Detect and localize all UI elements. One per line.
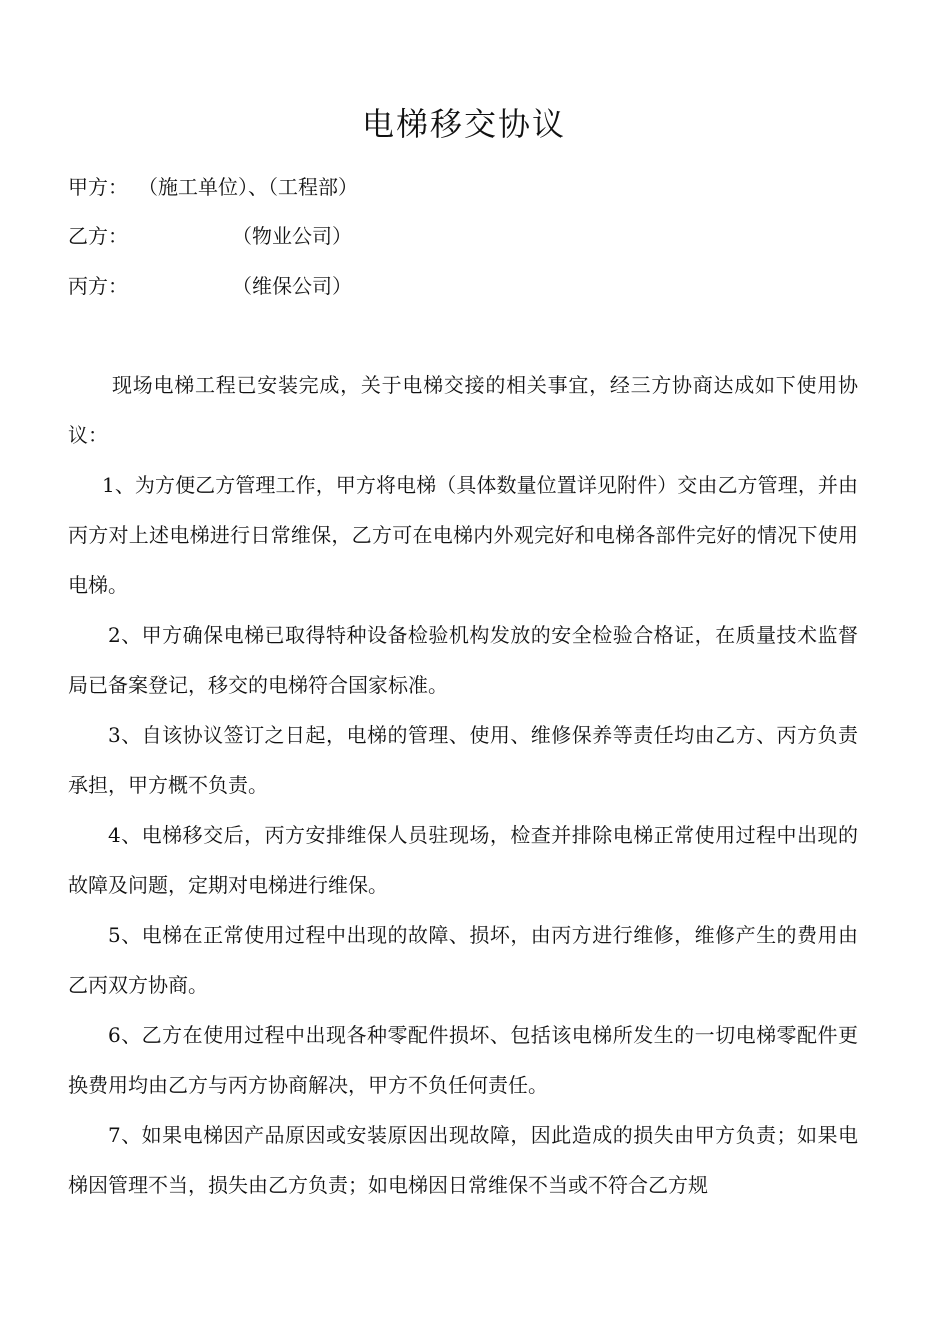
party-c [68,271,352,301]
party-b [68,221,352,251]
party-b-value: （物业公司） [232,224,352,248]
party-b-label: 乙方： [68,224,128,248]
party-c-label: 丙方： [68,274,128,298]
document-title: 电梯移交协议 [361,105,566,143]
clause-6: 6、乙方在使用过程中出现各种零配件损坏、包括该电梯所发生的一切电梯零配件更换费用均由乙方与丙方协商解决，甲方不负任何责任。 [68,1023,858,1097]
party-a-label: 甲方： [68,175,128,199]
clause-4: 4、电梯移交后，丙方安排维保人员驻现场，检查并排除电梯正常使用过程中出现的故障及问题，定期对电梯进行维保。 [68,823,858,897]
intro-paragraph: 现场电梯工程已安装完成，关于电梯交接的相关事宜，经三方协商达成如下使用协议： [68,373,858,447]
clause-7: 7、如果电梯因产品原因或安装原因出现故障，因此造成的损失由甲方负责；如果电梯因管理不当，损失由乙方负责；如电梯因日常维保不当或不符合乙方规 [68,1123,858,1197]
clause-3: 3、自该协议签订之日起，电梯的管理、使用、维修保养等责任均由乙方、丙方负责承担，甲方概不负责。 [68,723,858,797]
party-a [68,172,358,202]
party-a-value: （施工单位）、（工程部） [138,175,358,199]
clause-1: 1、为方便乙方管理工作，甲方将电梯（具体数量位置详见附件）交由乙方管理，并由丙方对上述电梯进行日常维保，乙方可在电梯内外观完好和电梯各部件完好的情况下使用电梯。 [68,473,858,597]
party-c-value: （维保公司） [232,274,352,298]
clause-5: 5、电梯在正常使用过程中出现的故障、损坏，由丙方进行维修，维修产生的费用由乙丙双方协商。 [68,923,858,997]
clause-2: 2、甲方确保电梯已取得特种设备检验机构发放的安全检验合格证，在质量技术监督局已备案登记，移交的电梯符合国家标准。 [68,623,858,697]
